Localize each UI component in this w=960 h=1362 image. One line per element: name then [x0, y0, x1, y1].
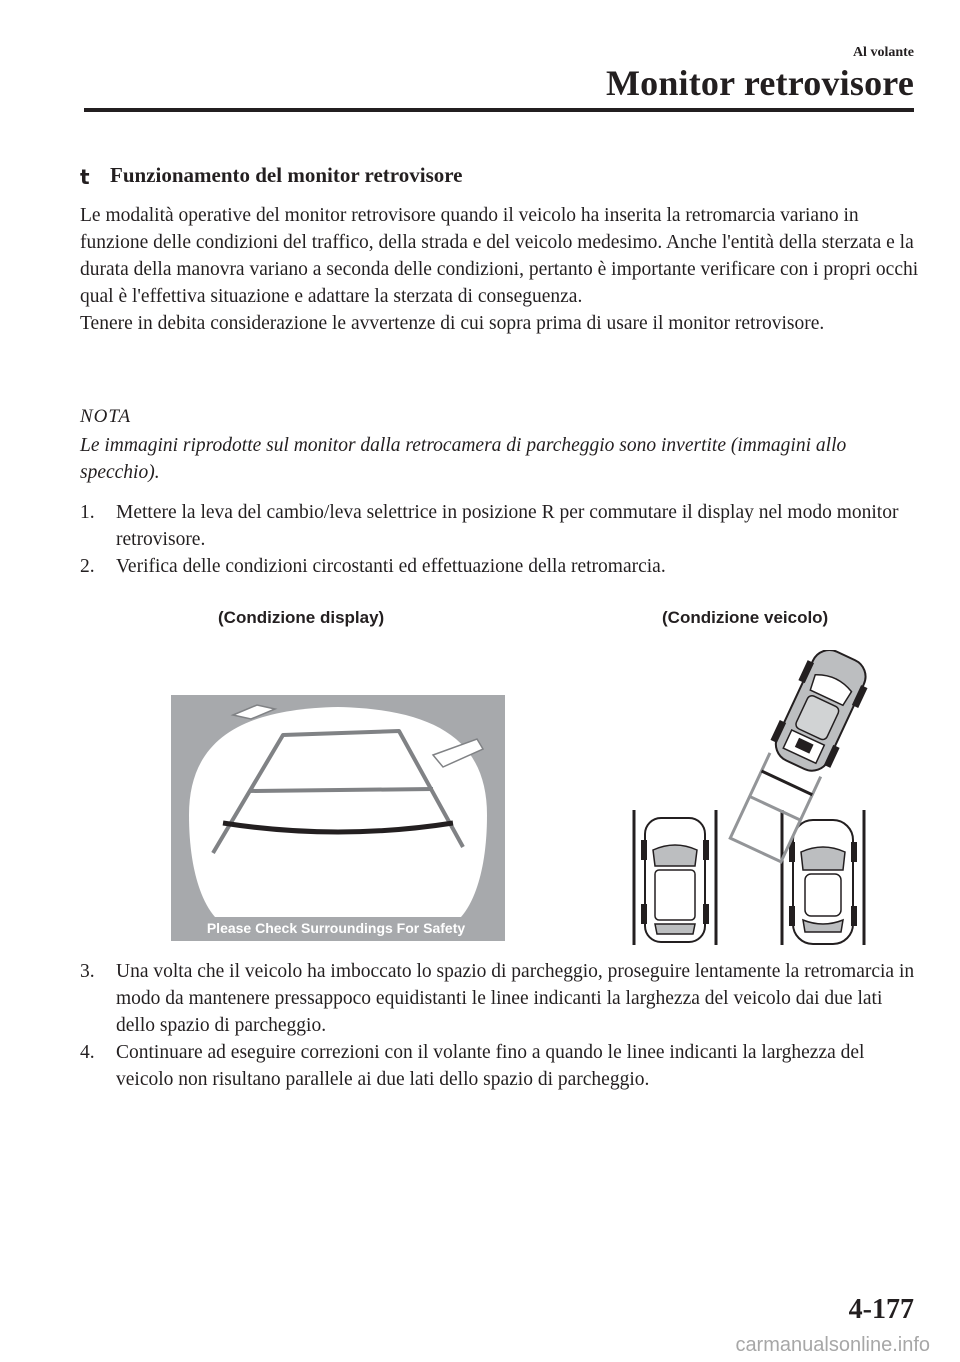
display-warning-message: Please Check Surroundings For Safety [206, 920, 466, 936]
step-text: Mettere la leva del cambio/leva selettrice in posizione R per commutare il display nel modo monitor retrovisore. [116, 502, 899, 550]
step-number: 2. [80, 556, 95, 577]
list-item [80, 1039, 920, 1093]
step-number: 3. [80, 961, 95, 982]
list-item [80, 499, 920, 553]
parked-car-right [789, 820, 857, 944]
page-title: Monitor retrovisore [605, 63, 914, 103]
steps-list-top [80, 499, 920, 580]
paragraph-caution: Tenere in debita considerazione le avvertenze di cui sopra prima di usare il monitor retrovisore. [80, 313, 825, 334]
projected-distance-guide [762, 771, 813, 795]
note-text: Le immagini riprodotte sul monitor dalla retrocamera di parcheggio sono invertite (immagini allo specchio). [80, 435, 847, 483]
caption-display-condition: (Condizione display) [218, 608, 385, 627]
section-heading: Funzionamento del monitor retrovisore [110, 163, 463, 187]
projected-mid-guide [750, 796, 801, 820]
list-item [80, 958, 920, 1039]
header-rule [84, 108, 914, 112]
header-section-label: Al volante [852, 45, 914, 60]
list-item [80, 553, 920, 580]
step-text: Continuare ad eseguire correzioni con il volante fino a quando le linee indicanti la larghezza del veicolo non risultano parallele ai due lati dello spazio di parcheggio. [116, 1042, 865, 1090]
section-bullet-icon: t [80, 165, 90, 189]
body-text [80, 202, 920, 337]
vehicle-condition-illustration [612, 650, 912, 950]
step-text: Una volta che il veicolo ha imboccato lo spazio di parcheggio, proseguire lentamente la retromarcia in modo da mantenere pressappoco equidistanti le linee indicanti la larghezza del veicolo dai due lati dello spazio di parcheggio. [116, 961, 915, 1036]
caption-vehicle-condition: (Condizione veicolo) [662, 608, 829, 627]
note-label: NOTA [80, 406, 132, 427]
step-text: Verifica delle condizioni circostanti ed effettuazione della retromarcia. [116, 556, 666, 577]
paragraph-intro: Le modalità operative del monitor retrovisore quando il veicolo ha inserita la retromarcia variano in funzione delle condizioni del traffico, della strada e del veicolo medesimo. Anche l'entità della sterzata e la durata della manovra variano a seconda delle condizioni, pertanto è importante verificare con i propri occhi qual è l'effettiva situazione e adattare la sterzata di conseguenza. [80, 205, 919, 307]
rear-monitor-display-illustration [171, 695, 505, 941]
guide-line-middle [249, 789, 433, 791]
steps-list-bottom [80, 958, 920, 1093]
page-number: 4-177 [848, 1294, 914, 1325]
step-number: 4. [80, 1042, 95, 1063]
parked-car-left [641, 818, 709, 942]
step-number: 1. [80, 502, 95, 523]
watermark: carmanualsonline.info [735, 1334, 930, 1356]
